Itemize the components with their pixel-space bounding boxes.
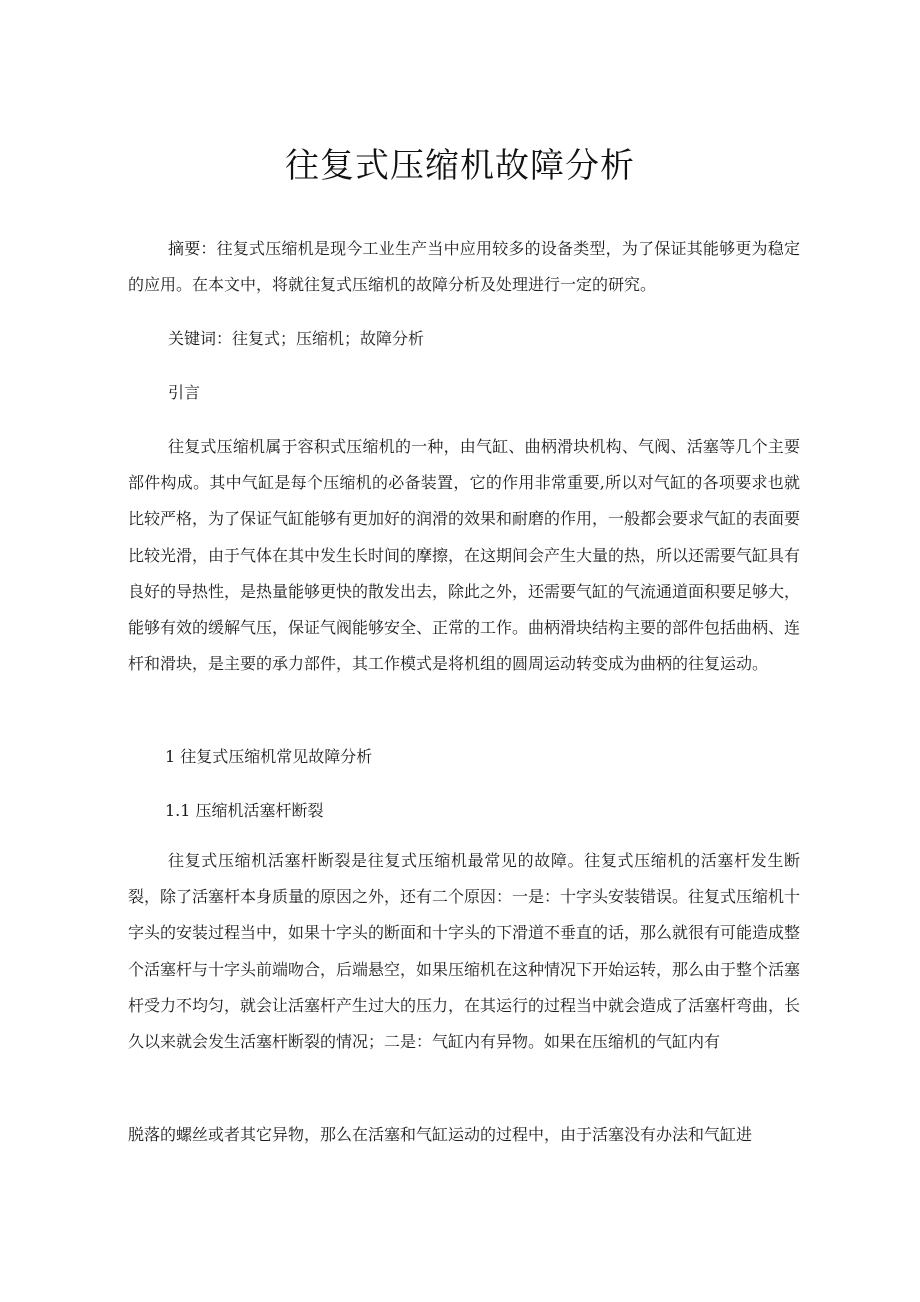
intro-paragraph: 往复式压缩机属于容积式压缩机的一种，由气缸、曲柄滑块机构、气阀、活塞等几个主要部件构成。其中气缸是每个压缩机的必备装置，它的作用非常重要,所以对气缸的各项要求也就比较严格，为了保证气缸能够有更加好的润滑的效果和耐磨的作用，一般都会要求气缸的表面要比较光滑，由于气体在其中发生长时间的摩擦，在这期间会产生大量的热，所以还需要气缸具有良好的导热性，是热量能够更快的散发出去，除此之外，还需要气缸的气流通道面积要足够大，能够有效的缓解气压，保证气阀能够安全、正常的工作。曲柄滑块结构主要的部件包括曲柄、连杆和滑块，是主要的承力部件，其工作模式是将机组的圆周运动转变成为曲柄的往复运动。: [128, 437, 801, 674]
abstract-paragraph: [128, 231, 800, 303]
keywords-text: 往复式；压缩机；故障分析: [232, 329, 425, 348]
section-1-number: 1: [165, 747, 176, 766]
keywords-paragraph: [128, 321, 800, 357]
document-title: 往复式压缩机故障分析: [285, 146, 635, 186]
abstract-text: 往复式压缩机是现今工业生产当中应用较多的设备类型，为了保证其能够更为稳定的应用。在本文中，将就往复式压缩机的故障分析及处理进行一定的研究。: [128, 239, 800, 295]
intro-heading: 引言: [168, 383, 201, 402]
section-1-heading: [165, 744, 372, 767]
abstract-label: 摘要：: [168, 239, 217, 258]
continuation-paragraph: 脱落的螺丝或者其它异物，那么在活塞和气缸运动的过程中，由于活塞没有办法和气缸进: [128, 1125, 753, 1144]
section-1-1-title: 压缩机活塞杆断裂: [195, 801, 324, 820]
section-1-title: 往复式压缩机常见故障分析: [180, 747, 373, 766]
section-1-1-heading: [165, 798, 324, 821]
section-1-1-number: 1.1: [165, 801, 191, 820]
section-1-1-paragraph: 往复式压缩机活塞杆断裂是往复式压缩机最常见的故障。往复式压缩机的活塞杆发生断裂，除了活塞杆本身质量的原因之外，还有二个原因：一是：十字头安装错误。往复式压缩机十字头的安装过程当中，如果十字头的断面和十字头的下滑道不垂直的话，那么就很有可能造成整个活塞杆与十字头前端吻合，后端悬空，如果压缩机在这种情况下开始运转，那么由于整个活塞杆受力不均匀，就会让活塞杆产生过大的压力，在其运行的过程当中就会造成了活塞杆弯曲，长久以来就会发生活塞杆断裂的情况；二是：气缸内有异物。如果在压缩机的气缸内有: [128, 851, 801, 1052]
keywords-label: 关键词：: [168, 329, 233, 348]
